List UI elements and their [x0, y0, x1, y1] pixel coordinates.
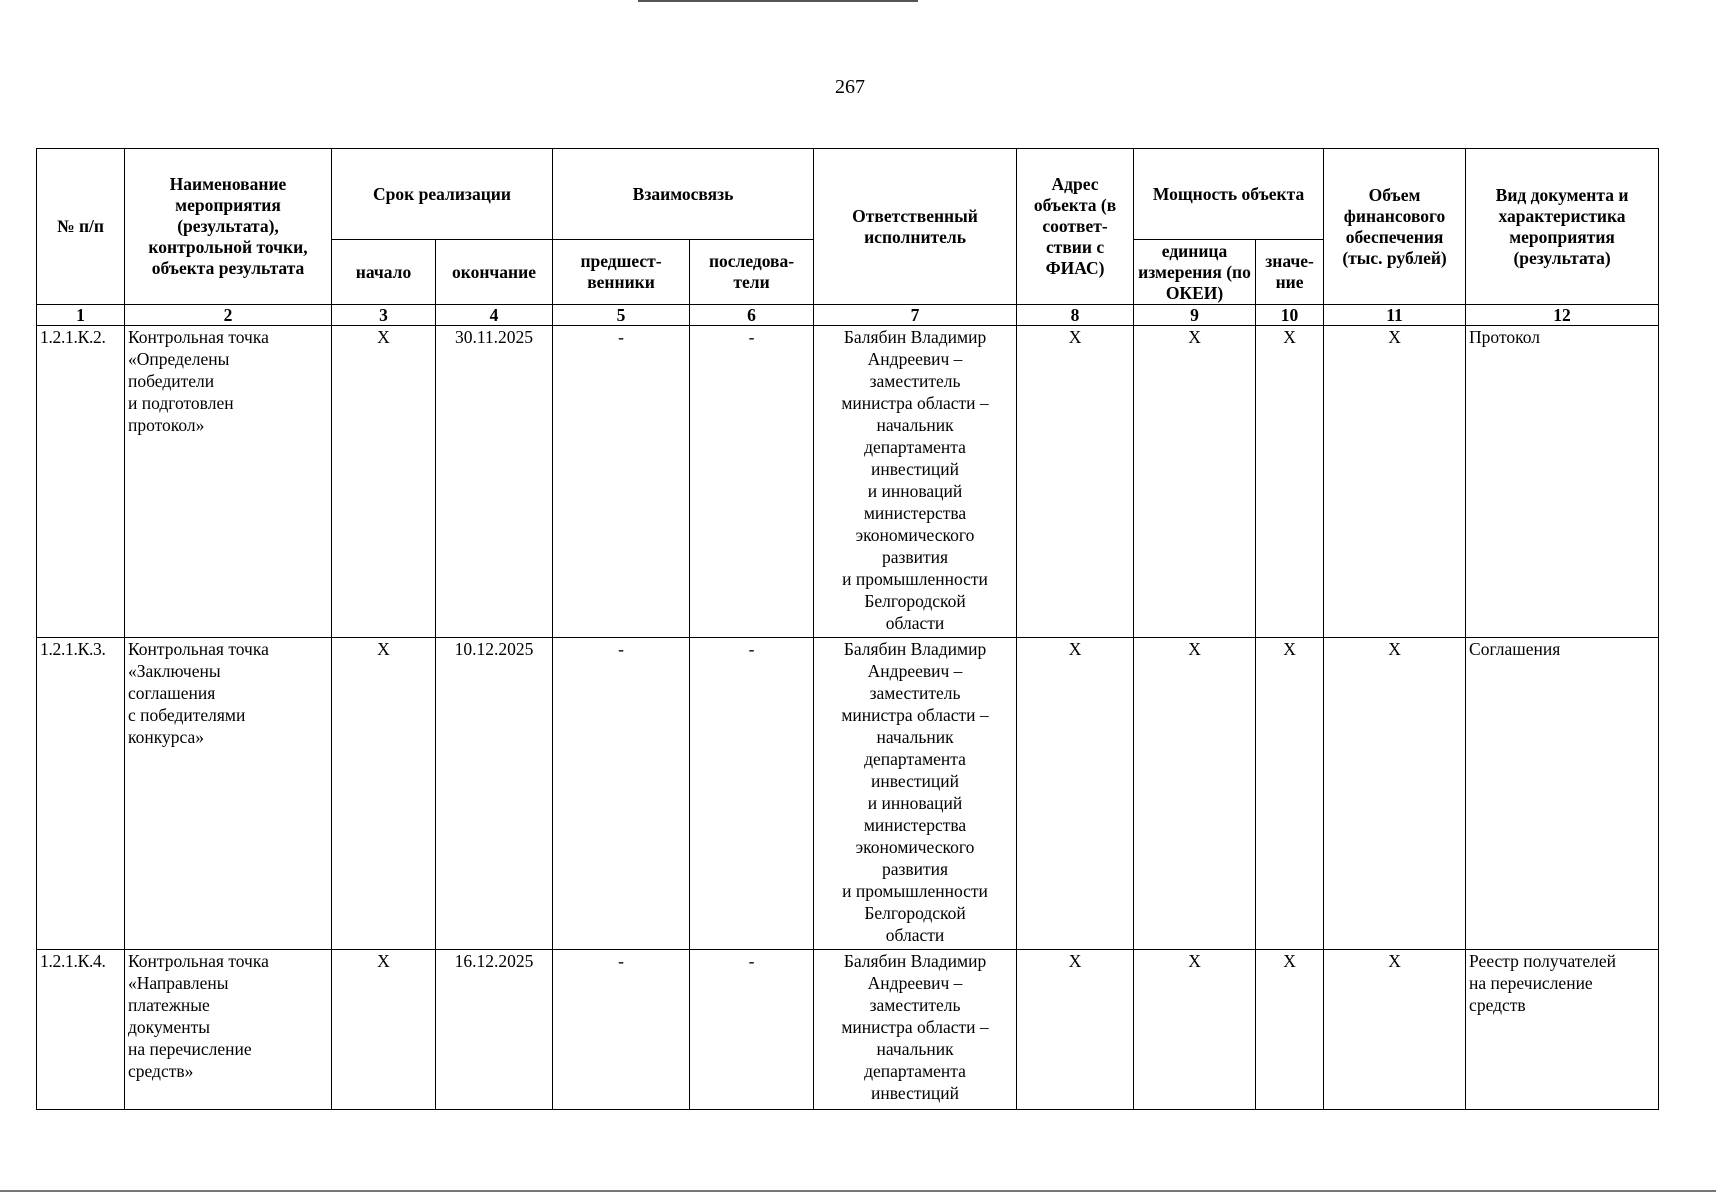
cell-line: и инноваций — [867, 481, 963, 502]
row-address: X — [1017, 950, 1134, 1110]
row-doc-type — [1466, 950, 1659, 1110]
row-responsible — [814, 950, 1017, 1110]
cell-line: инвестиций — [871, 459, 960, 480]
header-no: № п/п — [37, 149, 125, 305]
cell-line: Контрольная точка — [128, 639, 269, 660]
row-name — [125, 638, 332, 950]
cell-line: протокол» — [128, 415, 205, 436]
column-number-row — [37, 305, 1659, 326]
cell-line: начальник — [876, 727, 954, 748]
row-start: X — [332, 326, 436, 638]
column-number: 8 — [1017, 305, 1134, 326]
column-number: 12 — [1466, 305, 1659, 326]
row-predecessors: - — [553, 950, 690, 1110]
column-number: 11 — [1324, 305, 1466, 326]
implementation-table — [36, 148, 1659, 1110]
column-number: 7 — [814, 305, 1017, 326]
cell-line: Контрольная точка — [128, 327, 269, 348]
row-responsible — [814, 326, 1017, 638]
row-unit: X — [1134, 326, 1256, 638]
header-term: Срок реализации — [332, 149, 553, 240]
cell-line: «Определены — [128, 349, 230, 370]
column-number: 10 — [1256, 305, 1324, 326]
cell-line: Белгородской — [864, 591, 966, 612]
row-value: X — [1256, 950, 1324, 1110]
row-doc-type — [1466, 326, 1659, 638]
row-successors: - — [690, 326, 814, 638]
cell-line: «Заключены — [128, 661, 221, 682]
row-value: X — [1256, 638, 1324, 950]
cell-line: платежные — [128, 995, 210, 1015]
cell-line: Андреевич – — [867, 349, 963, 370]
row-start: X — [332, 950, 436, 1110]
header-successors: последова-тели — [690, 240, 814, 305]
cell-line: конкурса» — [128, 727, 204, 748]
column-number: 3 — [332, 305, 436, 326]
cell-line: с победителями — [128, 705, 246, 726]
column-number: 2 — [125, 305, 332, 326]
header-term-start: начало — [332, 240, 436, 305]
cell-line: Белгородской — [864, 903, 966, 924]
cell-line: Реестр получателей — [1469, 951, 1617, 971]
column-number: 4 — [436, 305, 553, 326]
row-id: 1.2.1.К.2. — [37, 326, 125, 638]
cell-line: документы — [128, 1017, 211, 1037]
cell-line: и инноваций — [867, 793, 963, 814]
column-number: 5 — [553, 305, 690, 326]
cell-line: «Направлены — [128, 973, 229, 993]
cell-line: заместитель — [869, 371, 961, 392]
row-id: 1.2.1.К.3. — [37, 638, 125, 950]
header-responsible: Ответственный исполнитель — [814, 149, 1017, 305]
cell-line: министра области – — [841, 393, 989, 414]
header-term-end: окончание — [436, 240, 553, 305]
row-end: 16.12.2025 — [436, 950, 553, 1110]
table-row — [37, 326, 1659, 638]
row-responsible — [814, 638, 1017, 950]
row-predecessors: - — [553, 326, 690, 638]
cell-line: департамента — [864, 1061, 966, 1081]
column-number: 6 — [690, 305, 814, 326]
row-name — [125, 950, 332, 1110]
row-successors: - — [690, 638, 814, 950]
cell-line: экономического — [855, 837, 975, 858]
row-name — [125, 326, 332, 638]
row-address: X — [1017, 326, 1134, 638]
row-finance: X — [1324, 638, 1466, 950]
header-name: Наименование мероприятия (результата), контрольной точки, объекта результата — [125, 149, 332, 305]
row-end: 30.11.2025 — [436, 326, 553, 638]
row-address: X — [1017, 638, 1134, 950]
row-value: X — [1256, 326, 1324, 638]
cell-line: заместитель — [869, 995, 961, 1015]
header-relation: Взаимосвязь — [553, 149, 814, 240]
cell-line: победители — [128, 371, 215, 392]
row-finance: X — [1324, 326, 1466, 638]
cell-line: на перечисление — [128, 1039, 252, 1059]
row-successors: - — [690, 950, 814, 1110]
cell-line: соглашения — [128, 683, 216, 704]
header-unit: единица измерения (по ОКЕИ) — [1134, 240, 1256, 305]
header-value: значе-ние — [1256, 240, 1324, 305]
cell-line: и промышленности — [842, 881, 988, 902]
cell-line: области — [885, 613, 945, 634]
cell-line: заместитель — [869, 683, 961, 704]
cell-line: Андреевич – — [867, 661, 963, 682]
cell-line: экономического — [855, 525, 975, 546]
row-finance: X — [1324, 950, 1466, 1110]
table-row — [37, 950, 1659, 1110]
column-number: 1 — [37, 305, 125, 326]
cell-line: Балябин Владимир — [843, 639, 987, 660]
cell-line: департамента — [864, 437, 966, 458]
row-unit: X — [1134, 950, 1256, 1110]
cell-line: Соглашения — [1469, 639, 1561, 660]
cell-line: и подготовлен — [128, 393, 234, 414]
cell-line: инвестиций — [871, 771, 960, 792]
row-start: X — [332, 638, 436, 950]
cell-line: Контрольная точка — [128, 951, 269, 971]
cell-line: министра области – — [841, 705, 989, 726]
cell-line: Андреевич – — [867, 973, 963, 993]
header-doc-type: Вид документа и характеристика мероприятия (результата) — [1466, 149, 1659, 305]
cell-line: начальник — [876, 415, 954, 436]
row-unit: X — [1134, 638, 1256, 950]
row-predecessors: - — [553, 638, 690, 950]
header-address: Адрес объекта (в соответ-ствии с ФИАС) — [1017, 149, 1134, 305]
page-number: 267 — [835, 76, 865, 98]
cell-line: развития — [881, 547, 949, 568]
cell-line: и промышленности — [842, 569, 988, 590]
cell-line: средств — [1469, 995, 1526, 1015]
cell-line: Протокол — [1469, 327, 1540, 348]
cell-line: средств» — [128, 1061, 194, 1081]
row-end: 10.12.2025 — [436, 638, 553, 950]
cell-line: развития — [881, 859, 949, 880]
cell-line: министерства — [863, 503, 967, 524]
cell-line: департамента — [864, 749, 966, 770]
header-capacity: Мощность объекта — [1134, 149, 1324, 240]
row-doc-type — [1466, 638, 1659, 950]
header-finance: Объем финансового обеспечения (тыс. рублей) — [1324, 149, 1466, 305]
cell-line: области — [885, 925, 945, 946]
cell-line: начальник — [876, 1039, 954, 1059]
row-id: 1.2.1.К.4. — [37, 950, 125, 1110]
cell-line: министерства — [863, 815, 967, 836]
cell-line: Балябин Владимир — [843, 951, 987, 971]
cell-line: Балябин Владимир — [843, 327, 987, 348]
cell-line: министра области – — [841, 1017, 989, 1037]
cell-line: инвестиций — [871, 1083, 960, 1103]
column-number: 9 — [1134, 305, 1256, 326]
cell-line: на перечисление — [1469, 973, 1593, 993]
header-row-top — [37, 149, 1659, 240]
table-row — [37, 638, 1659, 950]
header-predecessors: предшест-венники — [553, 240, 690, 305]
